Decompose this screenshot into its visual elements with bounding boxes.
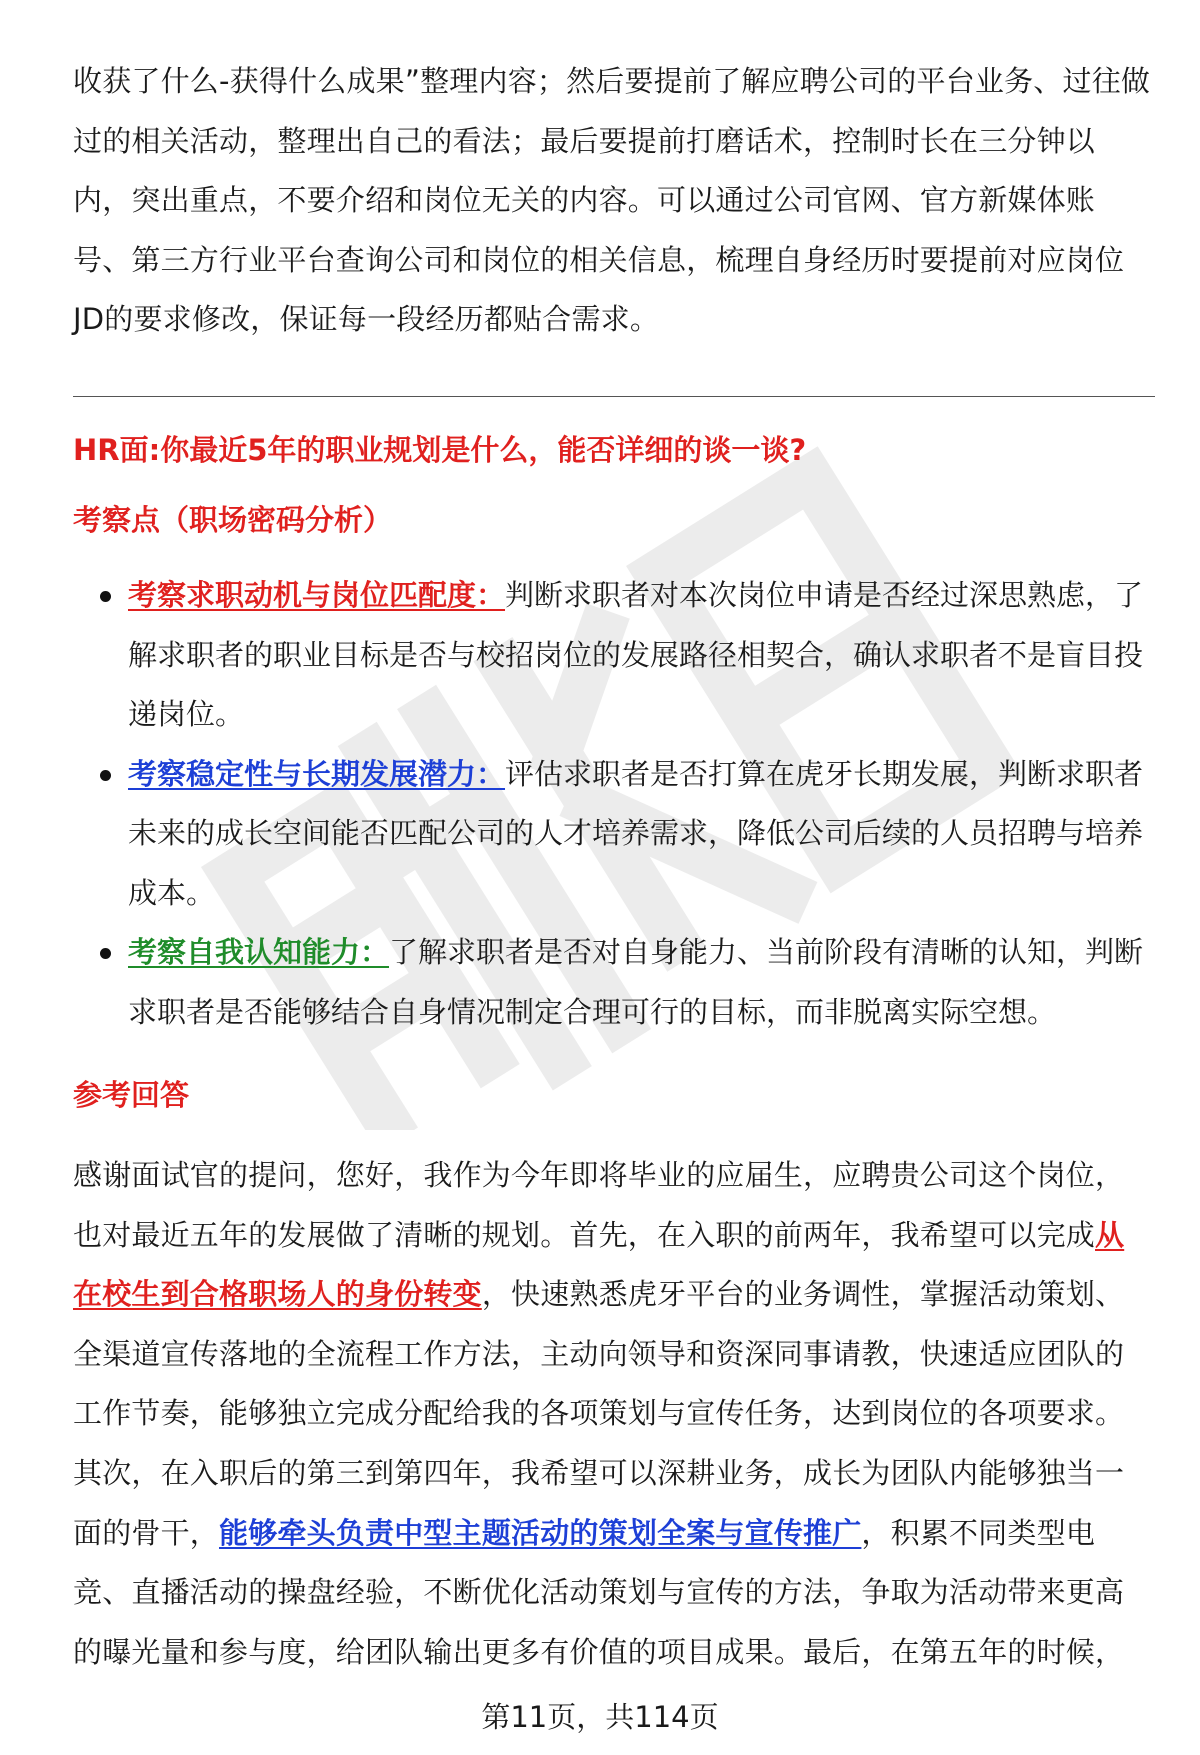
analysis-item-text: 评估求职者是否打算在虎牙长期发展，判断求职者未来的成长空间能否匹配公司的人才培养需求，降低公司后续的人员招聘与培养成本。 — [128, 756, 1144, 910]
analysis-item-text: 判断求职者对本次岗位申请是否经过深思熟虑，了解求职者的职业目标是否与校招岗位的发展路径相契合，确认求职者不是盲目投递岗位。 — [128, 578, 1144, 731]
answer-text-part1: 感谢面试官的提问，您好，我作为今年即将毕业的应届生，应聘贵公司这个岗位，也对最近五年的发展做了清晰的规划。首先，在入职的前两年，我希望可以完成 — [73, 1158, 1125, 1252]
answer-text-part2: ，快速熟悉虎牙平台的业务调性，掌握活动策划、全渠道宣传落地的全流程工作方法，主动向领导和资深同事请教，快速适应团队的工作节奏，能够独立完成分配给我的各项策划与宣传任务，达到岗位的各项要求。其次，在入职后的第三到第四年，我希望可以深耕业务，成长为团队内能够独当一面的骨干， — [73, 1277, 1125, 1550]
analysis-item-text: 了解求职者是否对自身能力、当前阶段有清晰的认知，判断求职者是否能够结合自身情况制定合理可行的目标，而非脱离实际空想。 — [128, 935, 1144, 1029]
analysis-item-stability — [73, 745, 1158, 924]
bullet-dot-icon — [100, 948, 111, 959]
analysis-item-self-awareness — [73, 923, 1158, 1042]
answer-highlight-red: 从在校生到合格职场人的身份转变 — [73, 1217, 1125, 1312]
reference-heading: 参考回答 — [73, 1078, 190, 1112]
reference-answer-paragraph — [73, 1146, 1153, 1682]
analysis-heading: 考察点（职场密码分析） — [73, 503, 393, 537]
intro-paragraph: 收获了什么-获得什么成果”整理内容；然后要提前了解应聘公司的平台业务、过往做过的相关活动，整理出自己的看法；最后要提前打磨话术，控制时长在三分钟以内，突出重点，不要介绍和岗位无关的内容。可以通过公司官网、官方新媒体账号、第三方行业平台查询公司和岗位的相关信息，梳理自身经历时要提前对应岗位JD的要求修改，保证每一段经历都贴合需求。 — [73, 64, 1151, 337]
question-title: HR面:你最近5年的职业规划是什么，能否详细的谈一谈? — [73, 433, 807, 467]
bullet-dot-icon — [100, 591, 111, 602]
analysis-item-label: 考察求职动机与岗位匹配度： — [128, 578, 506, 612]
analysis-item-motivation — [73, 566, 1158, 745]
answer-highlight-blue: 能够牵头负责中型主题活动的策划全案与宣传推广 — [219, 1515, 862, 1550]
analysis-item-label: 考察自我认知能力： — [128, 935, 390, 969]
page-number-footer: 第11页，共114页 — [481, 1700, 719, 1734]
answer-text-part3: ，积累不同类型电竞、直播活动的操盘经验，不断优化活动策划与宣传的方法，争取为活动带来更高的曝光量和参与度，给团队输出更多有价值的项目成果。最后，在第五年的时候， — [73, 1515, 1125, 1669]
analysis-item-label: 考察稳定性与长期发展潜力： — [128, 756, 506, 791]
bullet-dot-icon — [100, 770, 111, 781]
analysis-list — [73, 566, 1158, 1042]
section-divider — [73, 396, 1155, 397]
